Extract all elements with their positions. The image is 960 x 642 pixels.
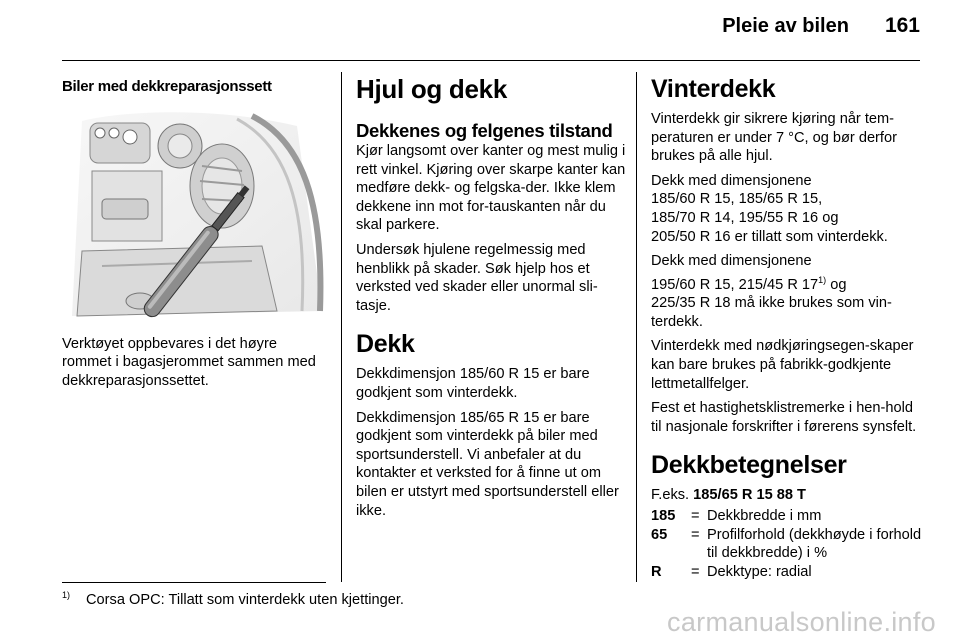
definition-eq: = [691,526,700,543]
definition-val: Dekkbredde i mm [707,507,822,524]
paragraph: Fest et hastighetsklistremerke i hen-hold til nasjonale forskrifter i førerens synsfelt. [651,400,917,435]
page-header [722,14,920,50]
designation-example: F.eks. 185/65 R 15 88 T [651,487,806,504]
definition-val: Profilforhold (dekkhøyde i forhold til dekkbredde) i % [707,526,922,562]
page-number: 161 [884,14,920,37]
definition-key: 65 [651,526,668,543]
footnote-reference: 1) [818,274,827,285]
subheading-condition: Dekkenes og felgenes tilstand [356,120,613,141]
header-rule [62,60,920,61]
trunk-tool-drawing [62,111,327,321]
column-1 [62,72,327,396]
trunk-tool-illustration [62,111,327,321]
definition-key: 185 [651,507,676,524]
footnote-mark: 1) [62,590,71,600]
winter-tyres-title: Vinterdekk [651,75,776,103]
column-2 [356,74,626,526]
tyre-designation-title: Dekkbetegnelser [651,451,847,480]
column-divider-1 [341,72,342,582]
table-row [651,507,926,526]
column-divider-2 [636,72,637,582]
paragraph: Dekkdimensjon 185/60 R 15 er bare godkjent som vinterdekk. [356,366,590,401]
paragraph: Kjør langsomt over kanter og mest mulig i rett vinkel. Kjøring over skarpe kanter kan medføre dekk- og felgska-der. Ikke klem dekkene inn mot for-tauskanten når du skal parkere. [356,143,626,234]
paragraph: Vinterdekk med nødkjøringsegen-skaper kan bare brukes på fabrikk-godkjente lettmetallfelger. [651,338,914,392]
paragraph-sizes-allowed: Dekk med dimensjonene 185/60 R 15, 185/65 R 15, 185/70 R 14, 195/55 R 16 og 205/50 R 16 er tillatt som vinterdekk. [651,172,888,245]
designation-table [651,507,926,581]
paragraph: Undersøk hjulene regelmessig med henblikk på skader. Søk hjelp hos et verksted ved skader eller unormal sli-tasje. [356,241,598,314]
illustration-caption: Verktøyet oppbevares i det høyre rommet i bagasjerommet sammen med dekkreparasjonssettet. [62,335,316,389]
subheading-tyres: Dekk [356,330,415,359]
column-3 [651,74,926,581]
paragraph: Vinterdekk gir sikrere kjøring når tem-peraturen er under 7 °C, og bør derfor brukes på alle hjul. [651,111,897,165]
section-title: Pleie av bilen [722,15,849,37]
table-row [651,563,926,582]
footnote [62,590,404,608]
table-row [651,526,926,563]
footnote-rule [62,582,326,583]
definition-key: R [651,563,662,580]
chapter-title: Hjul og dekk [356,74,507,104]
col1-heading: Biler med dekkreparasjonssett [62,78,272,95]
definition-eq: = [691,507,700,524]
paragraph: Dekkdimensjon 185/65 R 15 er bare godkjent som vinterdekk på biler med sportsunderstell. Vi anbefaler at du kontakter et verksted for å finne ut om bilen er utstyrt med sportsunderstell eller ikke. [356,409,619,519]
paragraph-sizes-not-allowed: Dekk med dimensjonene 195/60 R 15, 215/45 R 17$^{1)}$ og 225/35 R 18 må ikke brukes som vin-terdekk. [651,253,892,330]
definition-eq: = [691,563,700,580]
definition-val: Dekktype: radial [707,563,812,580]
footnote-text: Corsa OPC: Tillatt som vinterdekk uten kjettinger. [86,591,404,608]
watermark: carmanualsonline.info [667,607,936,637]
